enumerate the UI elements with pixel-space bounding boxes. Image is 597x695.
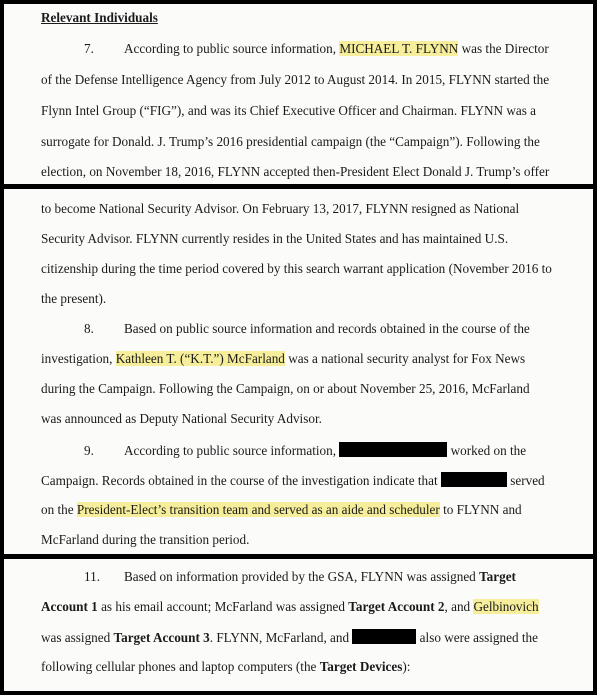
- text: , and: [444, 599, 471, 614]
- paragraph-7-line-4: surrogate for Donald. J. Trump’s 2016 presidential campaign (the “Campaign”). Following the: [41, 134, 540, 149]
- paragraph-8-line-4: was announced as Deputy National Security Advisor.: [41, 411, 322, 426]
- paragraph-11-line-1: [84, 569, 516, 585]
- text: as his email account; McFarland was assigned: [101, 599, 345, 614]
- paragraph-8-line-3: during the Campaign. Following the Campaign, on or about November 25, 2016, McFarland: [41, 381, 530, 396]
- text: According to public source information,: [124, 443, 337, 458]
- text: Campaign. Records obtained in the course of the investigation indicate that: [41, 473, 438, 488]
- target-label: Target: [479, 569, 516, 584]
- section-heading: Relevant Individuals: [41, 10, 158, 25]
- text: on the: [41, 502, 74, 517]
- paragraph-9-line-4: McFarland during the transition period.: [41, 532, 250, 547]
- document-panel-3: [4, 559, 593, 691]
- paragraph-11-line-4: [41, 659, 410, 675]
- text: worked on the: [450, 443, 527, 458]
- paragraph-number: 11.: [84, 569, 100, 584]
- paragraph-11-line-3: [41, 629, 538, 646]
- paragraph-number: 8.: [84, 321, 94, 336]
- paragraph-8-line-1: [84, 321, 530, 337]
- document-panel-1: [4, 4, 593, 184]
- paragraph-9-line-3: [41, 502, 522, 518]
- paragraph-9-line-1: [84, 442, 526, 459]
- target-label: Target Devices: [319, 659, 403, 674]
- text: following cellular phones and laptop computers (the: [41, 659, 317, 674]
- highlighted-name: Kathleen T. (“K.T.”) McFarland: [115, 351, 285, 366]
- text: According to public source information,: [124, 41, 337, 56]
- text: ):: [402, 659, 411, 674]
- document-panel-2: [4, 189, 593, 554]
- paragraph-7-line-2: of the Defense Intelligence Agency from July 2012 to August 2014. In 2015, FLYNN started the: [41, 72, 550, 87]
- text: was a national security analyst for Fox News: [288, 351, 526, 366]
- paragraph-7-line-1: [84, 41, 549, 57]
- redaction-bar: [339, 442, 447, 457]
- text: served: [510, 473, 545, 488]
- paragraph-11-line-2: [41, 599, 539, 615]
- paragraph-7-line-3: Flynn Intel Group (“FIG”), and was its Chief Executive Officer and Chairman. FLYNN was a: [41, 103, 537, 118]
- text: . FLYNN, McFarland, and: [209, 630, 350, 645]
- paragraph-number: 9.: [84, 443, 94, 458]
- text: investigation,: [41, 351, 113, 366]
- highlighted-name: Gelbinovich: [473, 599, 539, 614]
- redaction-bar: [441, 472, 507, 487]
- target-label: Account 1: [41, 599, 98, 614]
- continuation-line-3: citizenship during the time period covered by this search warrant application (November 2016 to: [41, 261, 552, 276]
- text: Based on public source information and records obtained in the course of the: [124, 321, 530, 336]
- continuation-line-1: to become National Security Advisor. On February 13, 2017, FLYNN resigned as National: [41, 201, 520, 216]
- highlighted-role: President-Elect’s transition team and served as an aide and scheduler: [76, 502, 440, 517]
- text: to FLYNN and: [443, 502, 522, 517]
- text: was the Director: [461, 41, 549, 56]
- continuation-line-4: the present).: [41, 291, 107, 306]
- target-label: Target Account 3: [113, 630, 210, 645]
- text: also were assigned the: [419, 630, 538, 645]
- paragraph-9-line-2: [41, 472, 545, 489]
- text: Based on information provided by the GSA, FLYNN was assigned: [124, 569, 476, 584]
- paragraph-8-line-2: [41, 351, 525, 367]
- paragraph-7-line-5: election, on November 18, 2016, FLYNN accepted then-President Elect Donald J. Trump’s offer: [41, 164, 550, 179]
- target-label: Target Account 2: [348, 599, 445, 614]
- redaction-bar: [352, 629, 416, 644]
- highlighted-name: MICHAEL T. FLYNN: [339, 41, 459, 56]
- continuation-line-2: Security Advisor. FLYNN currently resides in the United States and has maintained U.S.: [41, 231, 509, 246]
- paragraph-number: 7.: [84, 41, 94, 56]
- text: was assigned: [41, 630, 111, 645]
